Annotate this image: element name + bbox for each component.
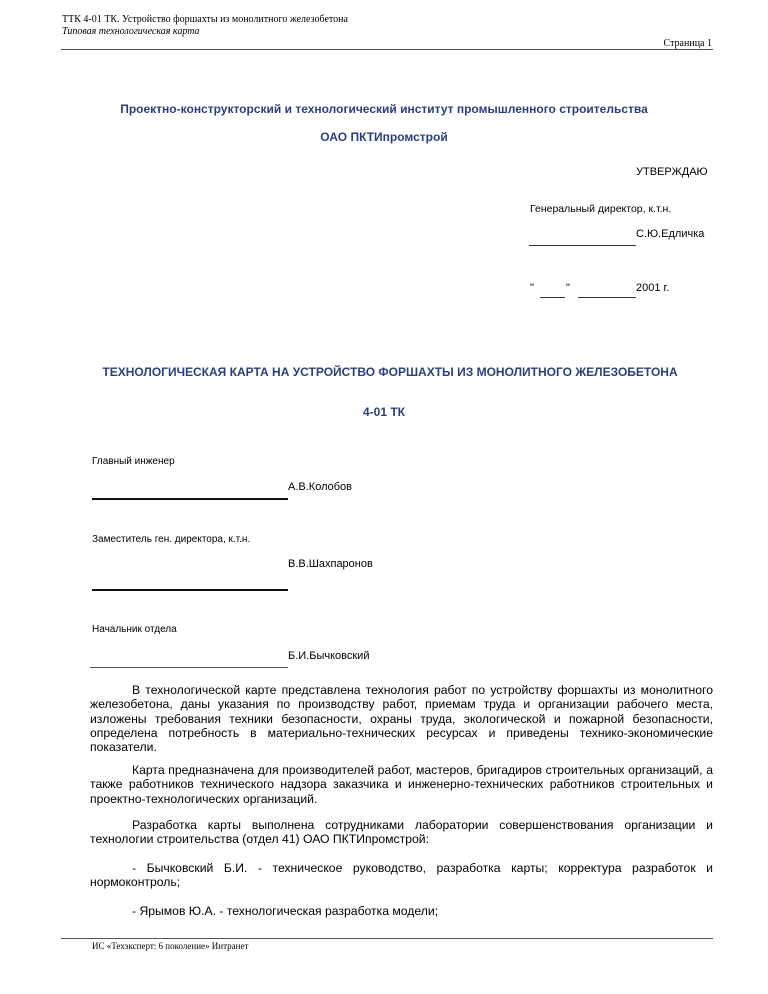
- footer-source: ИС «Техэксперт: 6 поколение» Интранет: [92, 941, 249, 951]
- header-document-title: ТТК 4-01 ТК. Устройство форшахты из монолитного железобетона: [62, 14, 348, 25]
- signatory-position: Заместитель ген. директора, к.т.н.: [92, 534, 251, 545]
- date-month-blank: [578, 297, 636, 298]
- organization-name: ОАО ПКТИпромстрой: [320, 130, 448, 144]
- document-title: ТЕХНОЛОГИЧЕСКАЯ КАРТА НА УСТРОЙСТВО ФОРШАХТЫ ИЗ МОНОЛИТНОГО ЖЕЛЕЗОБЕТОНА: [102, 365, 678, 379]
- document-code: 4-01 ТК: [362, 405, 405, 419]
- signatory-name: А.В.Колобов: [288, 481, 352, 493]
- approver-signature-line: [529, 245, 636, 246]
- body-paragraph: [90, 818, 713, 847]
- paragraph-text: Разработка карты выполнена сотрудниками лаборатории совершенствования организации и технологии строительства (отдел 41) ОАО ПКТИпромстрой:: [90, 818, 713, 847]
- page-number: Страница 1: [663, 38, 712, 49]
- approver-name: С.Ю.Едличка: [636, 228, 705, 240]
- paragraph-text: - Ярымов Ю.А. - технологическая разработка модели;: [132, 904, 439, 918]
- signature-line: [90, 667, 288, 668]
- date-quote-close: ": [566, 282, 570, 294]
- signatory-position: Начальник отдела: [92, 624, 177, 635]
- signature-line: [92, 589, 288, 591]
- institute-name: Проектно-конструкторский и технологический институт промышленного строительства: [120, 102, 648, 116]
- approval-year: 2001 г.: [636, 282, 670, 294]
- body-paragraph: [90, 683, 713, 754]
- paragraph-text: В технологической карте представлена технология работ по устройству форшахты из монолитного железобетона, даны указания по производству работ, приемам труда и организации рабочего места, изложены требования техники безопасности, охраны труда, экологической и пожарной безопасности, определена потребность в материально-технических ресурсах и приведены технико-экономические показатели.: [90, 683, 713, 755]
- paragraph-text: - Бычковский Б.И. - техническое руководство, разработка карты; корректура разработок и нормоконтроль;: [90, 861, 713, 890]
- signatory-name: Б.И.Бычковский: [288, 650, 370, 662]
- approval-heading: УТВЕРЖДАЮ: [636, 166, 708, 178]
- paragraph-text: Карта предназначена для производителей работ, мастеров, бригадиров строительных организаций, а также работников технического надзора заказчика и инженерно-технических работников строительных и проектно-технологических организаций.: [90, 763, 713, 806]
- footer-divider: [61, 938, 713, 939]
- signatory-name: В.В.Шахпаронов: [288, 558, 373, 570]
- signature-line: [92, 498, 288, 500]
- signatory-position: Главный инженер: [92, 456, 175, 467]
- date-quote-open: ": [530, 282, 534, 294]
- header-document-subtitle: Типовая технологическая карта: [62, 26, 200, 37]
- date-day-blank: [540, 297, 565, 298]
- contributor-item: [90, 904, 713, 918]
- contributor-item: [90, 861, 713, 890]
- approver-position: Генеральный директор, к.т.н.: [530, 203, 672, 215]
- header-divider: [61, 49, 713, 50]
- body-paragraph: [90, 763, 713, 806]
